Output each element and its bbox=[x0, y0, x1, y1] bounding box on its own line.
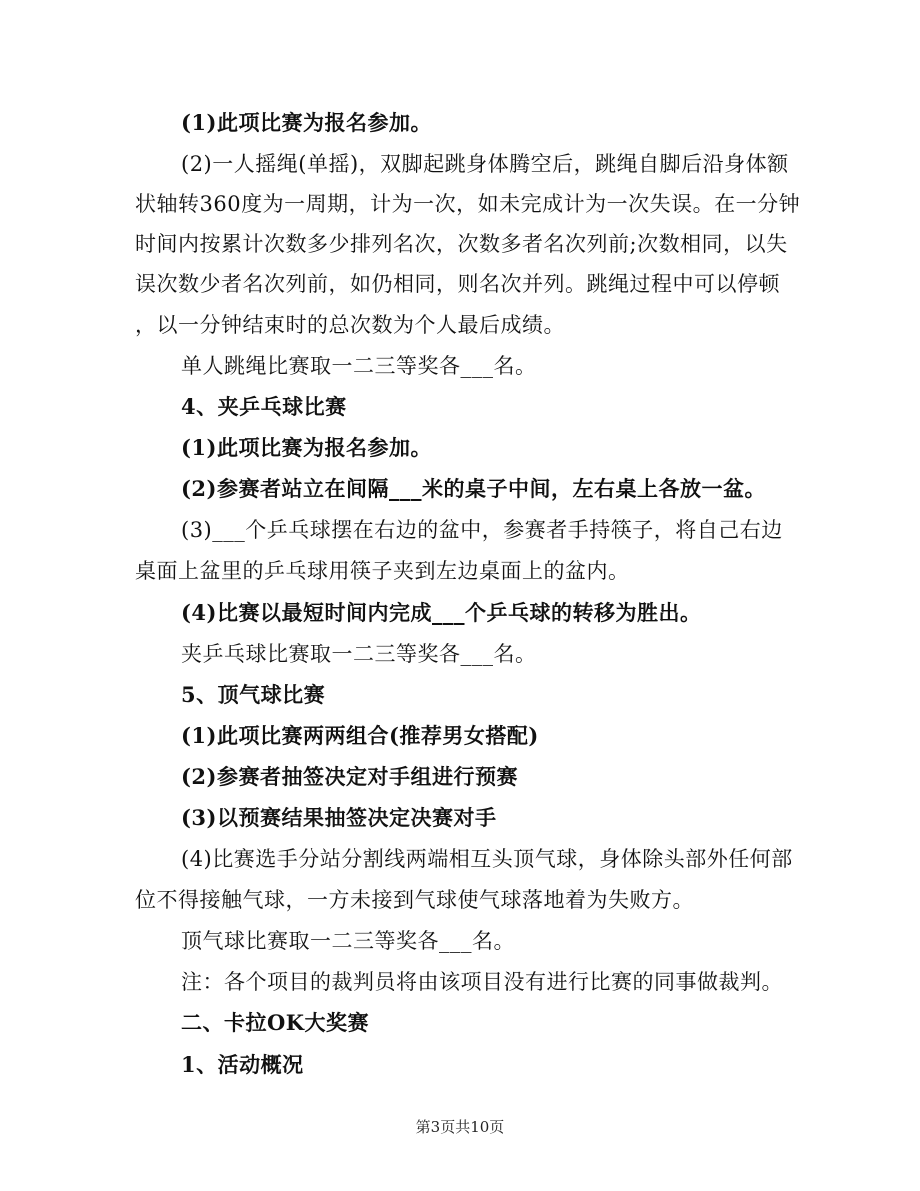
paragraph-line: (1)此项比赛两两组合(推荐男女搭配) bbox=[181, 723, 539, 748]
paragraph-line: (1)此项比赛为报名参加。 bbox=[181, 110, 432, 135]
paragraph-line: 状轴转360度为一周期，计为一次，如未完成计为一次失误。在一分钟 bbox=[135, 192, 801, 216]
paragraph-line: (4)比赛选手分站分割线两端相互头顶气球，身体除头部外任何部 bbox=[181, 847, 793, 871]
paragraph-line: 时间内按累计次数多少排列名次，次数多者名次列前;次数相同，以失 bbox=[135, 232, 788, 256]
paragraph-line: (2)参赛者抽签决定对手组进行预赛 bbox=[181, 764, 518, 789]
paragraph-line: (2)一人摇绳(单摇)，双脚起跳身体腾空后，跳绳自脚后沿身体额 bbox=[181, 152, 789, 176]
paragraph-line: ，以一分钟结束时的总次数为个人最后成绩。 bbox=[135, 313, 565, 337]
section-heading: 1、活动概况 bbox=[181, 1052, 304, 1077]
paragraph-line: (2)参赛者站立在间隔___米的桌子中间，左右桌上各放一盆。 bbox=[181, 476, 766, 501]
paragraph-line: 位不得接触气球，一方未接到气球使气球落地着为失败方。 bbox=[135, 888, 694, 912]
paragraph-line: (1)此项比赛为报名参加。 bbox=[181, 435, 432, 460]
paragraph-line: (4)比赛以最短时间内完成___个乒乓球的转移为胜出。 bbox=[181, 600, 702, 625]
section-heading: 5、顶气球比赛 bbox=[181, 682, 326, 707]
note-line: 注：各个项目的裁判员将由该项目没有进行比赛的同事做裁判。 bbox=[181, 970, 783, 994]
paragraph-line: (3)以预赛结果抽签决定决赛对手 bbox=[181, 805, 497, 830]
paragraph-line: 单人跳绳比赛取一二三等奖各___名。 bbox=[181, 354, 537, 378]
paragraph-line: 桌面上盆里的乒乓球用筷子夹到左边桌面上的盆内。 bbox=[135, 559, 630, 583]
section-heading: 二、卡拉OK大奖赛 bbox=[181, 1010, 370, 1035]
paragraph-line: (3)___个乒乓球摆在右边的盆中，参赛者手持筷子，将自己右边 bbox=[181, 518, 783, 542]
paragraph-line: 顶气球比赛取一二三等奖各___名。 bbox=[181, 929, 515, 953]
section-heading: 4、夹乒乓球比赛 bbox=[181, 394, 347, 419]
page-footer: 第3页共10页 bbox=[415, 1118, 505, 1136]
paragraph-line: 误次数少者名次列前，如仍相同，则名次并列。跳绳过程中可以停顿 bbox=[135, 272, 780, 296]
paragraph-line: 夹乒乓球比赛取一二三等奖各___名。 bbox=[181, 642, 537, 666]
